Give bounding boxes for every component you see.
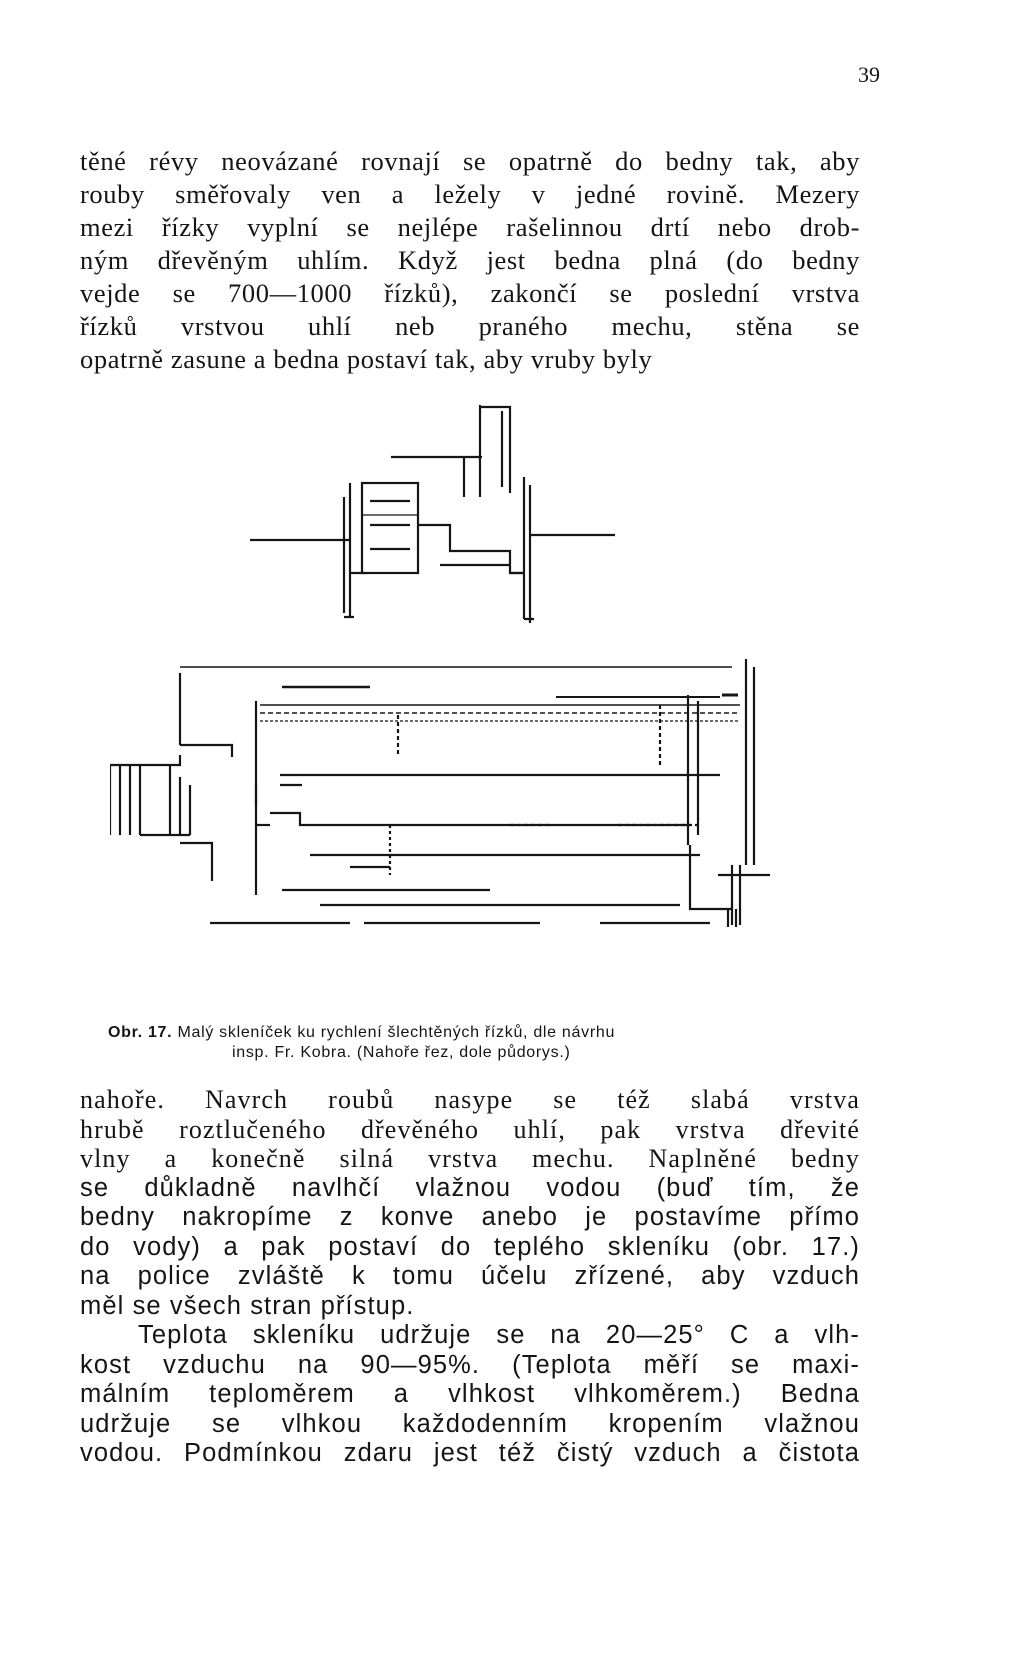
text-line: těné révy neovázané rovnají se opatrně do bedny tak, aby — [80, 146, 860, 176]
greenhouse-diagram — [110, 405, 840, 985]
text-line: udržuje se vlhkou každodenním kropením vlažnou — [80, 1409, 860, 1438]
text-line: hrubě roztlučeného dřevěného uhlí, pak vrstva dřevité — [80, 1114, 860, 1144]
text-line: málním teploměrem a vlhkost vlhkoměrem.) Bedna — [80, 1380, 860, 1408]
text-line: vejde se 700—1000 řízků), zakončí se poslední vrstva — [80, 278, 860, 308]
caption-text-line2: insp. Fr. Kobra. (Nahoře řez, dole půdorys.) — [232, 1044, 571, 1061]
text-line: do vody) a pak postaví do teplého skleníku (obr. 17.) — [80, 1232, 860, 1261]
text-line: ným dřevěným uhlím. Když jest bedna plná (do bedny — [80, 245, 860, 275]
plan-view-drawing — [110, 659, 770, 927]
text-line: bedny nakropíme z konve anebo je postavíme přímo — [80, 1203, 860, 1231]
text-line: kost vzduchu na 90—95%. (Teplota měří se maxi- — [80, 1350, 860, 1379]
text-line: nahoře. Navrch roubů nasype se též slabá vrstva — [80, 1085, 860, 1114]
text-line: vlny a konečně silná vrstva mechu. Naplněné bedny — [80, 1144, 860, 1173]
top-paragraph — [80, 145, 860, 376]
text-line: rouby směřovaly ven a ležely v jedné rovině. Mezery — [80, 179, 860, 209]
text-line: opatrně zasune a bedna postaví tak, aby vruby byly — [80, 344, 653, 374]
text-line: vodou. Podmínkou zdaru jest též čistý vzduch a čistota — [80, 1439, 860, 1467]
text-line: Teplota skleníku udržuje se na 20—25° C a vlh- — [138, 1321, 860, 1349]
text-line: mezi řízky vyplní se nejlépe rašelinnou drtí nebo drob- — [80, 212, 860, 242]
text-line: se důkladně navlhčí vlažnou vodou (buď tím, že — [80, 1173, 860, 1202]
bottom-paragraph — [80, 1085, 860, 1469]
text-line: měl se všech stran přístup. — [80, 1291, 415, 1320]
caption-text-line1: Malý skleníček ku rychlení šlechtěných řízků, dle návrhu — [177, 1024, 616, 1041]
cross-section-drawing — [250, 405, 615, 623]
text-line: řízků vrstvou uhlí neb praného mechu, stěna se — [80, 311, 860, 341]
page-number: 39 — [858, 62, 880, 87]
figure-caption — [108, 1023, 828, 1063]
figure-label: Obr. 17. — [108, 1024, 173, 1041]
text-line: na police zvláště k tomu účelu zřízené, aby vzduch — [80, 1262, 860, 1290]
